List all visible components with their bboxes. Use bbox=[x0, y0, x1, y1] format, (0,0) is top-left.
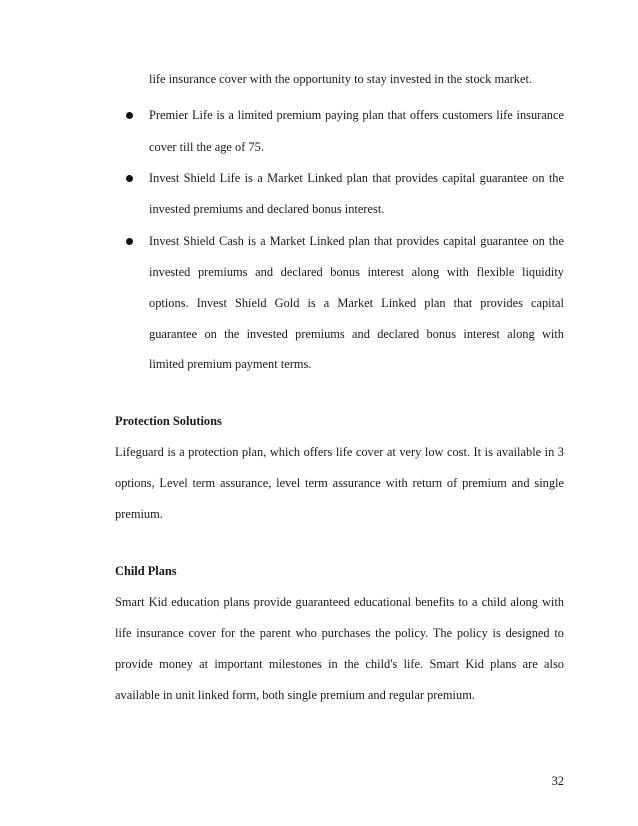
bullet-continuation-line: life insurance cover with the opportunity to stay invested in the stock market. bbox=[149, 72, 532, 86]
child-plans-line-1: Smart Kid education plans provide guaranteed educational benefits to a child along with bbox=[115, 595, 564, 609]
bullet-2-line-2: invested premiums and declared bonus interest. bbox=[149, 202, 385, 216]
child-plans-heading: Child Plans bbox=[115, 564, 177, 578]
protection-line-3: premium. bbox=[115, 507, 163, 521]
bullet-icon bbox=[126, 112, 133, 119]
protection-solutions-heading: Protection Solutions bbox=[115, 414, 222, 428]
bullet-3-line-3: options. Invest Shield Gold is a Market Linked plan that provides capital bbox=[149, 296, 564, 310]
child-plans-line-3: provide money at important milestones in the child's life. Smart Kid plans are also bbox=[115, 657, 564, 671]
child-plans-line-2: life insurance cover for the parent who purchases the policy. The policy is designed to bbox=[115, 626, 564, 640]
bullet-1-line-2: cover till the age of 75. bbox=[149, 140, 264, 154]
page-number: 32 bbox=[551, 774, 564, 788]
bullet-3-line-5: limited premium payment terms. bbox=[149, 357, 312, 371]
bullet-3-line-2: invested premiums and declared bonus interest along with flexible liquidity bbox=[149, 265, 564, 279]
child-plans-line-4: available in unit linked form, both single premium and regular premium. bbox=[115, 688, 475, 702]
protection-line-2: options, Level term assurance, level term assurance with return of premium and single bbox=[115, 476, 564, 490]
bullet-3-line-4: guarantee on the invested premiums and declared bonus interest along with bbox=[149, 327, 564, 341]
protection-line-1: Lifeguard is a protection plan, which offers life cover at very low cost. It is available in 3 bbox=[115, 445, 564, 459]
bullet-3-line-1: Invest Shield Cash is a Market Linked plan that provides capital guarantee on the bbox=[149, 234, 564, 248]
bullet-1-line-1: Premier Life is a limited premium paying plan that offers customers life insurance bbox=[149, 108, 564, 122]
bullet-2-line-1: Invest Shield Life is a Market Linked plan that provides capital guarantee on the bbox=[149, 171, 564, 185]
bullet-icon bbox=[126, 238, 133, 245]
bullet-icon bbox=[126, 175, 133, 182]
